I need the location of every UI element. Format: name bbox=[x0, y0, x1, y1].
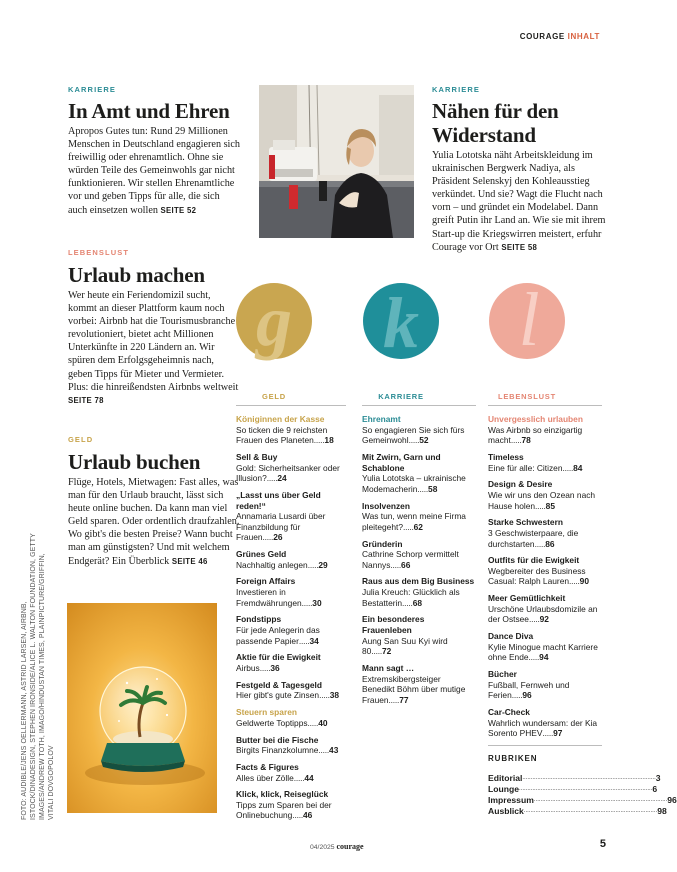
rubrik-page: 96 bbox=[667, 795, 677, 805]
toc-entry-text: Geldwerte Toptipps.....40 bbox=[236, 717, 328, 728]
toc-entry-page: 78 bbox=[521, 435, 531, 446]
toc-entry-text: Yulia Lototska – ukrainische Modemacherin.....58 bbox=[362, 473, 466, 494]
toc-entry-text: Tipps zum Sparen bei der Onlinebuchung.....46 bbox=[236, 799, 332, 821]
article-teaser bbox=[68, 125, 240, 217]
lebenslust-letter: l bbox=[518, 278, 540, 362]
toc-entry-title: Unvergesslich urlauben bbox=[488, 414, 583, 424]
toc-entry[interactable] bbox=[488, 452, 602, 473]
toc-entry-page: 68 bbox=[412, 597, 423, 608]
toc-entry-desc: Was Airbnb so einzigartig macht bbox=[488, 424, 583, 446]
footer-issue bbox=[310, 842, 364, 851]
article-kicker: KARRIERE bbox=[432, 85, 480, 94]
toc-entry-text: 3 Geschwisterpaare, die durchstarten.....86 bbox=[488, 527, 579, 549]
toc-entry-text: So engagieren Sie sich fürs Gemeinwohl.....52 bbox=[362, 424, 465, 446]
toc-entry-text: Für jede Anlegerin das passende Papier.....34 bbox=[236, 625, 320, 646]
article-page-ref: SEITE 52 bbox=[160, 205, 197, 215]
rubrik-item[interactable]: Lounge ................................................................................ 6 bbox=[488, 784, 658, 794]
toc-entry-title: Bücher bbox=[488, 669, 517, 680]
toc-entry-title: Festgeld & Tagesgeld bbox=[236, 679, 322, 690]
toc-entry-page: 58 bbox=[428, 483, 438, 494]
toc-entry-title: Grünes Geld bbox=[236, 549, 287, 560]
article-text: Apropos Gutes tun: Rund 29 Millionen Menschen in Deutschland engagieren sich freiwillig oder ehrenamtlich. Ohne sie würden Teile des Gemeinwohls gar nicht funktionieren. Wir stellen Ehrenamtliche vor und geben Tipps für alle, die sich auch einsetzen wollen bbox=[68, 126, 240, 216]
toc-entry-title: Sell & Buy bbox=[236, 451, 278, 462]
toc-entry-desc: Annamaria Lusardi über Finanzbildung für Frauen bbox=[236, 511, 326, 543]
toc-entry[interactable] bbox=[362, 663, 475, 705]
article-title: Nähen für den Widerstand bbox=[432, 99, 559, 147]
toc-entry-page: 46 bbox=[302, 810, 313, 821]
article-naehen[interactable] bbox=[432, 85, 610, 254]
toc-entry-desc: So engagieren Sie sich fürs Gemeinwohl bbox=[362, 424, 465, 446]
toc-entry[interactable] bbox=[236, 490, 348, 543]
toc-karriere bbox=[362, 414, 475, 712]
toc-entry-desc: Investieren in Fremdwährungen bbox=[236, 587, 302, 608]
toc-entry-page: 77 bbox=[399, 694, 409, 705]
toc-entry-desc: Tipps zum Sparen bei der Onlinebuchung bbox=[236, 799, 332, 821]
toc-entry-text: Alles über Zölle.....44 bbox=[236, 772, 314, 783]
toc-entry-page: 72 bbox=[381, 646, 392, 657]
toc-entry-page: 66 bbox=[401, 559, 411, 570]
article-kicker: LEBENSLUST bbox=[68, 248, 130, 257]
lebenslust-section-logo bbox=[489, 278, 565, 362]
toc-entry-text: Was Airbnb so einzigartig macht.....78 bbox=[488, 424, 583, 446]
snow-globe-photo[interactable] bbox=[67, 603, 217, 813]
toc-entry[interactable] bbox=[236, 762, 348, 783]
toc-entry-title: Butter bei die Fische bbox=[236, 734, 319, 745]
toc-entry[interactable] bbox=[236, 652, 348, 673]
toc-entry-title: Gründerin bbox=[362, 538, 403, 549]
toc-entry-desc: Wahrlich wundersam: der Kia Sorento PHEV bbox=[488, 717, 598, 739]
rubrik-item[interactable]: Editorial ................................................................................ 3 bbox=[488, 773, 661, 783]
rubrik-page: 3 bbox=[655, 773, 661, 783]
toc-entry-title: Outfits für die Ewigkeit bbox=[488, 555, 580, 566]
toc-entry-text: Eine für alle: Citizen.....84 bbox=[488, 462, 583, 473]
toc-entry[interactable] bbox=[488, 593, 602, 625]
toc-entry-title: Timeless bbox=[488, 451, 524, 462]
toc-entry-text: Gold: Sicherheitsanker oder Illusion?.....24 bbox=[236, 462, 340, 484]
toc-entry[interactable] bbox=[488, 414, 602, 446]
toc-entry[interactable] bbox=[236, 680, 348, 701]
rubrik-name: Ausblick bbox=[488, 806, 524, 816]
toc-entry-desc: Aung San Suu Kyi wird 80 bbox=[362, 635, 448, 657]
toc-entry-title: Ein besonderes Frauenleben bbox=[362, 614, 425, 636]
page-number: 5 bbox=[599, 838, 606, 850]
toc-entry[interactable] bbox=[488, 669, 602, 701]
toc-entry-page: 44 bbox=[304, 772, 314, 783]
lebenslust-section-label: LEBENSLUST bbox=[497, 392, 556, 401]
toc-entry[interactable] bbox=[236, 789, 348, 821]
toc-entry-desc: Wie wir uns den Ozean nach Hause holen bbox=[488, 489, 596, 511]
karriere-section-label: KARRIERE bbox=[378, 392, 424, 401]
article-title: In Amt und Ehren bbox=[68, 99, 230, 123]
toc-entry-title: Design & Desire bbox=[488, 479, 553, 490]
article-text: Wer heute ein Feriendomizil sucht, kommt an dieser Plattform kaum noch vorbei: Airbnb hat die Tourismusbranche revolutioniert, bietet acht Millionen Unterkünfte in 220 Ländern an. Wir spüren dem Erfolgsgeheimnis nach, geben Tipps für Mieter und Vermieter. Plus: die hinreißendsten Airbnbs weltweit bbox=[68, 290, 239, 393]
toc-entry-desc: Julia Kreuch: Glücklich als Bestatterin bbox=[362, 587, 460, 608]
toc-entry-text: Cathrine Schorp vermittelt Nannys.....66 bbox=[362, 549, 459, 570]
article-title: Urlaub machen bbox=[68, 263, 205, 287]
toc-entry-desc: Yulia Lototska – ukrainische Modemacherin bbox=[362, 473, 466, 494]
geld-section-logo bbox=[236, 283, 312, 359]
rubrik-name: Editorial bbox=[488, 773, 523, 783]
toc-entry-title: Car-Check bbox=[488, 707, 530, 718]
toc-entry-text: Julia Kreuch: Glücklich als Bestatterin.....68 bbox=[362, 587, 460, 608]
toc-lebenslust bbox=[488, 414, 602, 745]
toc-entry-desc: Extremskibergsteiger Benedikt Böhm über mutige Frauen bbox=[362, 673, 466, 705]
toc-entry-page: 38 bbox=[329, 690, 340, 701]
article-ehrenamt[interactable] bbox=[68, 85, 240, 217]
toc-entry-title: Klick, klick, Reiseglück bbox=[236, 789, 329, 800]
toc-entry-text: Annamaria Lusardi über Finanzbildung für Frauen.....26 bbox=[236, 511, 326, 543]
section-header bbox=[520, 32, 600, 41]
toc-entry-text: Urschöne Urlaubsdomizile an der Ostsee.....92 bbox=[488, 603, 598, 625]
toc-entry-page: 26 bbox=[273, 532, 283, 543]
toc-entry-page: 96 bbox=[522, 690, 532, 701]
toc-entry-page: 36 bbox=[270, 663, 280, 673]
toc-entry-page: 52 bbox=[419, 435, 429, 446]
toc-entry-text: Aung San Suu Kyi wird 80.....72 bbox=[362, 635, 448, 657]
seamstress-photo[interactable] bbox=[259, 85, 414, 238]
toc-entry-desc: Kylie Minogue macht Karriere ohne Ende bbox=[488, 641, 598, 663]
toc-entry-page: 85 bbox=[545, 500, 555, 511]
geld-letter: g bbox=[256, 281, 292, 361]
toc-entry-title: Aktie für die Ewigkeit bbox=[236, 652, 321, 663]
toc-entry[interactable] bbox=[488, 555, 602, 587]
toc-entry[interactable] bbox=[362, 539, 475, 571]
toc-entry[interactable] bbox=[236, 414, 348, 446]
footer-brand: courage bbox=[336, 842, 364, 851]
toc-entry-title: Königinnen der Kasse bbox=[236, 414, 325, 424]
article-urlaub-buchen[interactable] bbox=[68, 435, 240, 568]
rubrik-page: 6 bbox=[652, 784, 658, 794]
toc-entry-title: Ehrenamt bbox=[362, 414, 401, 424]
toc-entry-page: 30 bbox=[312, 597, 322, 608]
toc-entry-page: 86 bbox=[545, 538, 555, 549]
toc-entry-text: Wie wir uns den Ozean nach Hause holen.....85 bbox=[488, 489, 596, 511]
toc-entry-title: Mann sagt … bbox=[362, 663, 415, 673]
article-kicker: KARRIERE bbox=[68, 85, 116, 94]
toc-entry-desc: Airbus bbox=[236, 663, 260, 673]
article-page-ref: SEITE 58 bbox=[501, 242, 538, 252]
toc-entry-title: Raus aus dem Big Business bbox=[362, 576, 475, 587]
toc-entry-text: Kylie Minogue macht Karriere ohne Ende.....94 bbox=[488, 641, 598, 663]
divider bbox=[236, 405, 346, 406]
toc-entry[interactable] bbox=[488, 707, 602, 739]
toc-entry-desc: 3 Geschwisterpaare, die durchstarten bbox=[488, 527, 579, 549]
article-teaser bbox=[432, 149, 610, 254]
article-urlaub-machen[interactable] bbox=[68, 248, 240, 407]
article-teaser bbox=[68, 289, 240, 407]
article-text: Flüge, Hotels, Mietwagen: Fast alles, was man für den Urlaub braucht, lässt sich heute online buchen. Da kann man viel Geld sparen. Oder ordentlich draufzahlen. Wo gibt's die besten Preise? Wann bucht man am günstigsten? Und mit welchem Endgerät? Ein Überblick bbox=[68, 477, 240, 567]
toc-entry-page: 29 bbox=[318, 559, 328, 570]
divider bbox=[488, 405, 602, 406]
toc-entry[interactable] bbox=[236, 452, 348, 484]
article-kicker: GELD bbox=[68, 435, 94, 444]
toc-entry[interactable] bbox=[236, 549, 348, 570]
toc-entry-page: 84 bbox=[573, 462, 583, 473]
toc-entry-title: Mit Zwirn, Garn und Schablone bbox=[362, 451, 441, 473]
header-brand: COURAGE bbox=[519, 32, 565, 41]
toc-entry-page: 18 bbox=[324, 435, 334, 446]
toc-entry-desc: Nachhaltig anlegen bbox=[236, 559, 308, 570]
toc-entry-text: Investieren in Fremdwährungen.....30 bbox=[236, 587, 322, 608]
rubrik-name: Impressum bbox=[488, 795, 534, 805]
toc-entry[interactable] bbox=[488, 479, 602, 511]
toc-entry-page: 34 bbox=[309, 635, 319, 646]
article-page-ref: SEITE 78 bbox=[68, 395, 104, 405]
toc-entry[interactable] bbox=[362, 414, 475, 446]
photo-credit: FOTO: AUDIBLE/JENS OELLERMANN, ASTRID LARSEN, AIRBNB, ISTOCK/DINADESIGN, STEPHEN IRONSIDE/ALICE L. WALTON FOUNDATION, GETTY IMAGES/ANDREW TOTH, IMAGO/HINDUSTAN TIMES, PLAINPICTURE/GRIFFIN, VITALI DOVGOPOLOV bbox=[21, 533, 55, 820]
toc-entry-desc: Wegbereiter des Business Casual: Ralph Lauren bbox=[488, 565, 586, 587]
karriere-letter: k bbox=[383, 283, 419, 363]
article-title: Urlaub buchen bbox=[68, 450, 201, 474]
toc-entry-desc: Gold: Sicherheitsanker oder Illusion? bbox=[236, 462, 340, 484]
toc-entry-title: Dance Diva bbox=[488, 631, 534, 642]
toc-entry[interactable] bbox=[362, 614, 475, 656]
toc-entry-text: Was tun, wenn meine Firma pleitegeht?.....62 bbox=[362, 511, 466, 532]
rubriken-list bbox=[488, 773, 677, 817]
rubrik-page: 98 bbox=[657, 806, 667, 816]
toc-entry-text: Wahrlich wundersam: der Kia Sorento PHEV.....97 bbox=[488, 717, 598, 739]
toc-entry-title: Fondstipps bbox=[236, 614, 282, 625]
toc-entry-page: 62 bbox=[413, 521, 423, 532]
toc-entry-text: Wegbereiter des Business Casual: Ralph Lauren.....90 bbox=[488, 565, 589, 587]
divider bbox=[488, 745, 602, 746]
toc-entry-title: Foreign Affairs bbox=[236, 576, 296, 587]
article-text: Yulia Lototska näht Arbeitskleidung im ukrainischen Bergwerk Nadiya, als Präsident Selenskyj den Kohleausstieg verkündet. Und sie? Wagt die Flucht nach vorn – und gründet ein Modelabel. Dann greift Putin ihr Land an. Wie sie mit ihrem Start-up die Kriegswirren meistert, erfuhr Courage vor Ort bbox=[432, 150, 606, 253]
toc-entry-desc: Fußball, Fernweh und Ferien bbox=[488, 679, 570, 701]
rubriken-title: RUBRIKEN bbox=[488, 754, 538, 763]
toc-entry[interactable] bbox=[236, 735, 348, 756]
toc-entry-title: Starke Schwestern bbox=[488, 517, 563, 528]
toc-entry-title: Facts & Figures bbox=[236, 761, 299, 772]
toc-entry-desc: Eine für alle: Citizen bbox=[488, 462, 563, 473]
toc-entry[interactable] bbox=[362, 576, 475, 608]
header-section: INHALT bbox=[567, 32, 600, 41]
rubrik-item[interactable]: Ausblick ................................................................................ 98 bbox=[488, 806, 667, 816]
toc-entry-page: 97 bbox=[553, 728, 563, 739]
toc-entry-page: 90 bbox=[579, 576, 589, 587]
toc-geld bbox=[236, 414, 348, 827]
toc-entry[interactable] bbox=[236, 576, 348, 608]
toc-entry-page: 94 bbox=[539, 652, 549, 663]
toc-entry-text: Birgits Finanzkolumne.....43 bbox=[236, 745, 339, 756]
toc-entry[interactable] bbox=[488, 517, 602, 549]
toc-entry[interactable] bbox=[362, 452, 475, 494]
rubrik-item[interactable]: Impressum ................................................................................ 96 bbox=[488, 795, 677, 805]
karriere-section-logo bbox=[363, 283, 439, 363]
toc-entry-text: Extremskibergsteiger Benedikt Böhm über mutige Frauen.....77 bbox=[362, 673, 466, 705]
article-page-ref: SEITE 46 bbox=[171, 556, 208, 566]
article-teaser bbox=[68, 476, 240, 568]
toc-entry-page: 40 bbox=[318, 717, 328, 728]
toc-entry-title: „Lasst uns über Geld reden!“ bbox=[236, 489, 321, 511]
toc-entry-text: So ticken die 9 reichsten Frauen des Planeten.....18 bbox=[236, 424, 334, 446]
geld-section-label: GELD bbox=[261, 392, 287, 401]
toc-entry-text: Nachhaltig anlegen.....29 bbox=[236, 559, 328, 570]
toc-entry-desc: So ticken die 9 reichsten Frauen des Planeten bbox=[236, 424, 328, 446]
toc-entry-desc: Urschöne Urlaubsdomizile an der Ostsee bbox=[488, 603, 598, 625]
toc-entry[interactable] bbox=[488, 631, 602, 663]
toc-entry-title: Steuern sparen bbox=[236, 707, 297, 718]
toc-entry[interactable] bbox=[236, 614, 348, 646]
toc-entry-page: 92 bbox=[539, 614, 549, 625]
toc-entry-desc: Hier gibt's gute Zinsen bbox=[236, 690, 320, 701]
toc-entry[interactable] bbox=[362, 501, 475, 533]
toc-entry-desc: Für jede Anlegerin das passende Papier bbox=[236, 625, 320, 646]
toc-entry-text: Hier gibt's gute Zinsen.....38 bbox=[236, 690, 340, 701]
toc-entry-desc: Birgits Finanzkolumne bbox=[236, 745, 319, 756]
toc-entry[interactable] bbox=[236, 707, 348, 728]
rubrik-name: Lounge bbox=[488, 784, 520, 794]
toc-entry-desc: Cathrine Schorp vermittelt Nannys bbox=[362, 549, 459, 570]
toc-entry-title: Meer Gemütlichkeit bbox=[488, 593, 566, 604]
toc-entry-desc: Was tun, wenn meine Firma pleitegeht? bbox=[362, 511, 466, 532]
toc-entry-page: 43 bbox=[329, 745, 339, 756]
toc-entry-text: Fußball, Fernweh und Ferien.....96 bbox=[488, 679, 570, 701]
toc-entry-desc: Geldwerte Toptipps bbox=[236, 717, 308, 728]
toc-entry-page: 24 bbox=[277, 473, 287, 484]
toc-entry-desc: Alles über Zölle bbox=[236, 772, 294, 783]
toc-entry-title: Insolvenzen bbox=[362, 500, 410, 511]
toc-entry-text: Airbus.....36 bbox=[236, 663, 280, 673]
issue-number: 04/2025 bbox=[310, 844, 335, 851]
divider bbox=[362, 405, 476, 406]
